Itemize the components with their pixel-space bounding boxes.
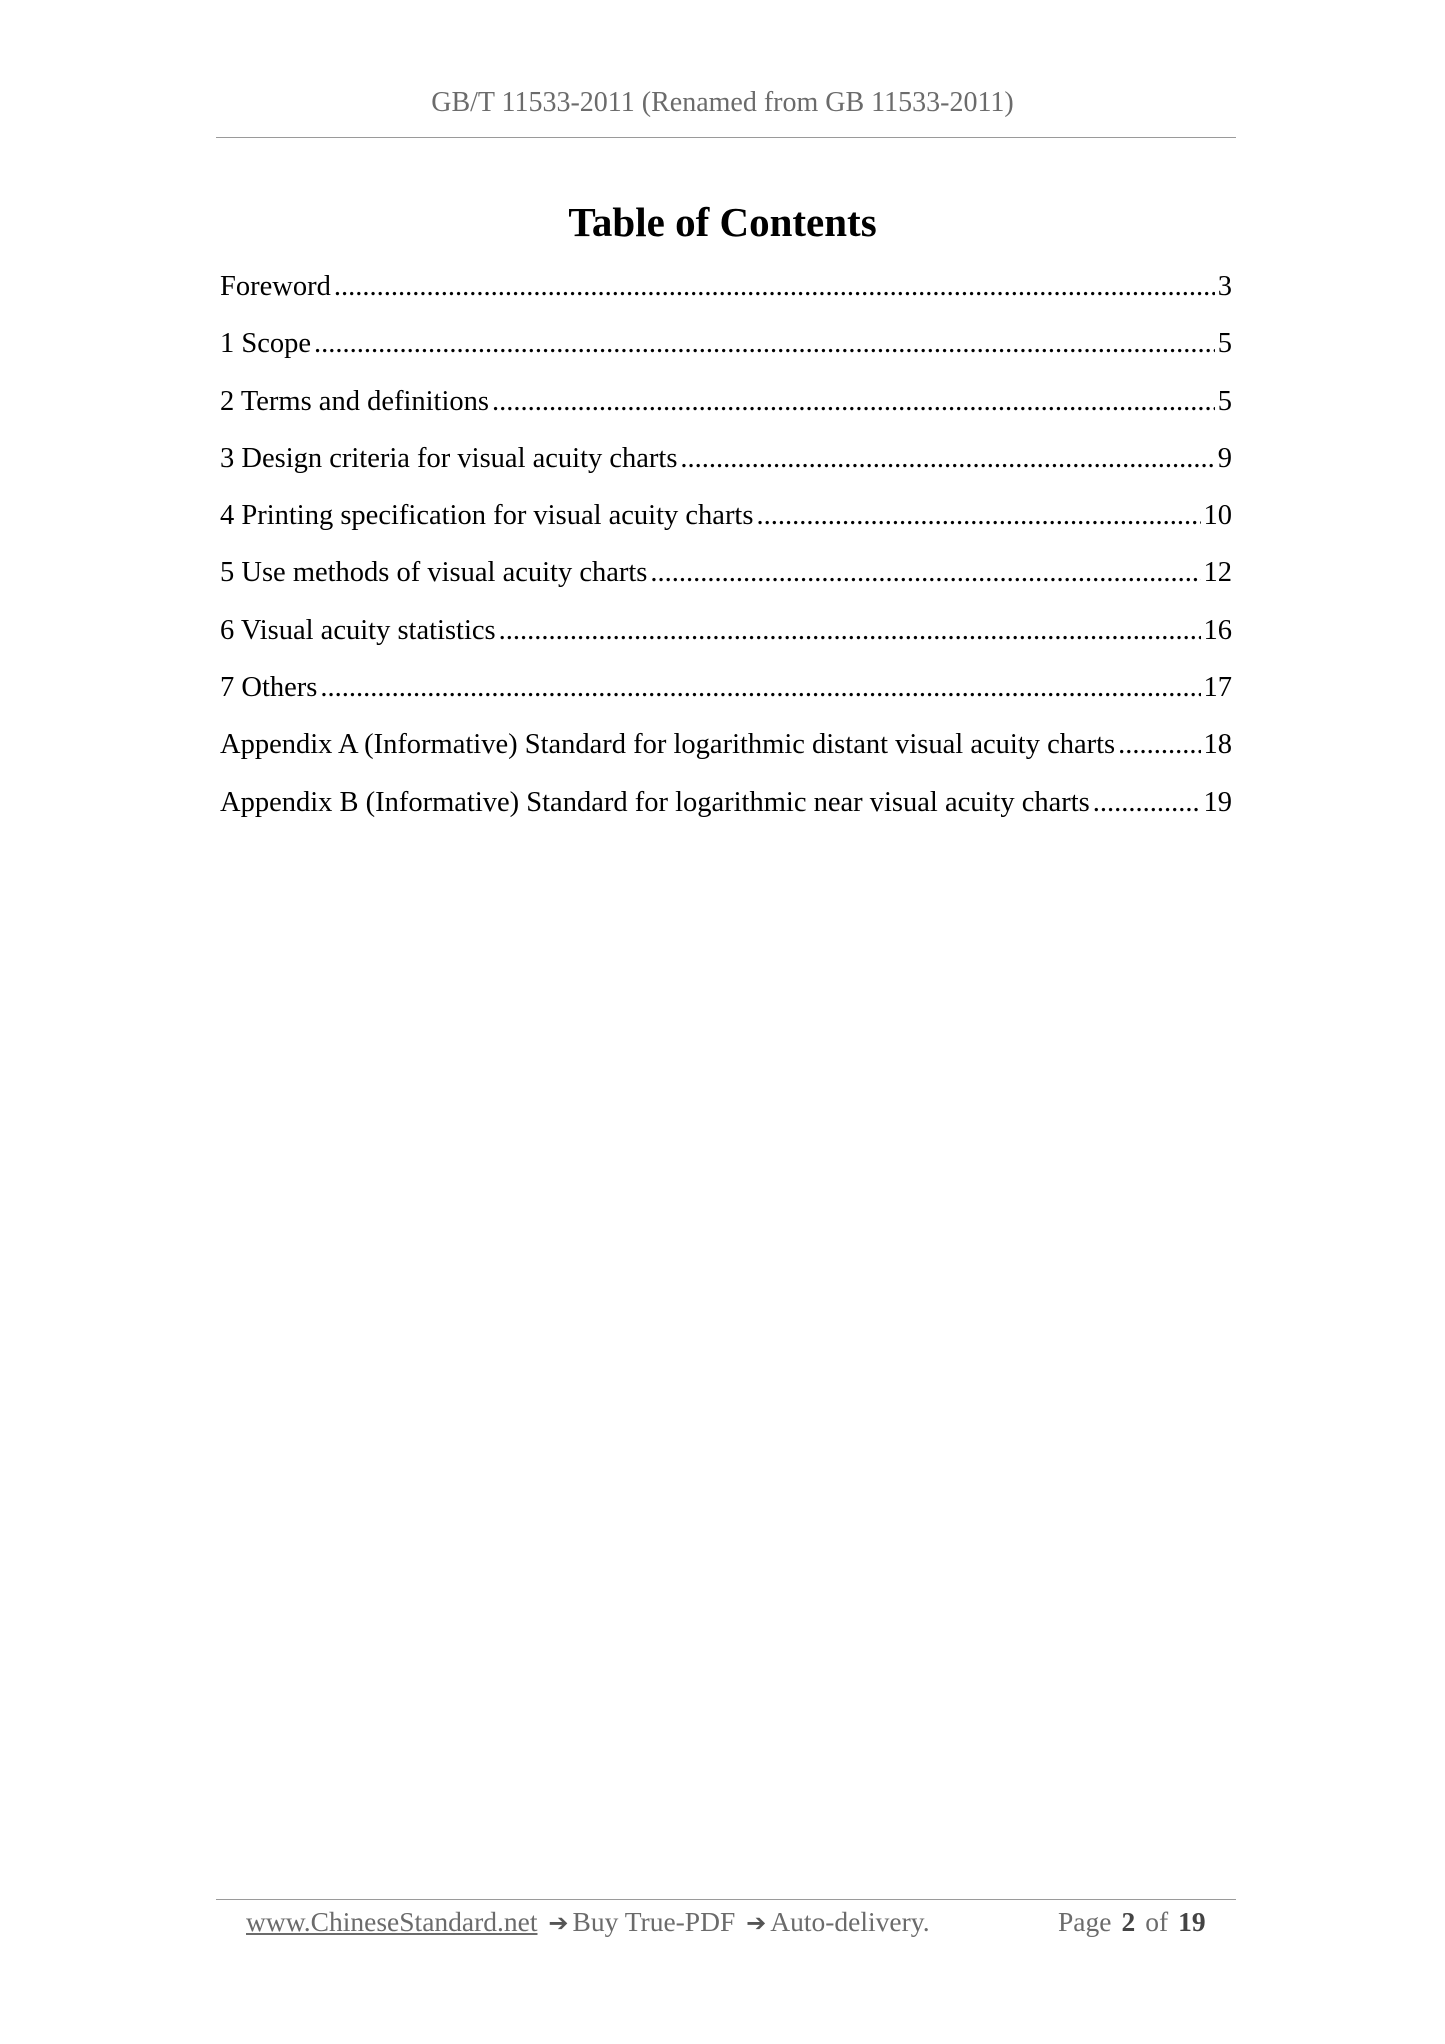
toc-entry-label: Appendix A (Informative) Standard for logarithmic distant visual acuity charts	[220, 729, 1116, 761]
toc-entry-page: 16	[1203, 614, 1232, 646]
toc-entry-label: 6 Visual acuity statistics	[220, 614, 496, 646]
toc-entry-page: 10	[1203, 500, 1232, 532]
toc-entry-page: 18	[1203, 729, 1232, 761]
toc-entry-label: 4 Printing specification for visual acuity charts	[220, 500, 754, 532]
toc-leader-dots	[492, 382, 1215, 422]
of-word: of	[1145, 1906, 1169, 1937]
toc-entry-use-methods[interactable]	[220, 553, 1232, 610]
toc-entry-page: 9	[1217, 442, 1232, 474]
toc-entry-foreword[interactable]	[220, 267, 1232, 324]
toc-title: Table of Contents	[568, 199, 877, 245]
current-page-number: 2	[1121, 1906, 1136, 1937]
page-word: Page	[1058, 1906, 1112, 1937]
toc-entry-others[interactable]	[220, 668, 1232, 725]
toc-entry-label: 2 Terms and definitions	[220, 385, 489, 417]
toc-list	[220, 267, 1232, 840]
toc-entry-page: 17	[1203, 672, 1232, 704]
buy-true-pdf-text: Buy True-PDF	[572, 1906, 736, 1937]
toc-leader-dots	[1118, 725, 1200, 765]
toc-entry-printing-spec[interactable]	[220, 496, 1232, 553]
toc-leader-dots	[650, 553, 1200, 593]
toc-entry-label: 7 Others	[220, 672, 318, 704]
footer-promo	[246, 1902, 930, 1943]
toc-leader-dots	[320, 668, 1200, 708]
auto-delivery-text: Auto-delivery.	[770, 1906, 930, 1937]
toc-entry-page: 12	[1203, 557, 1232, 589]
toc-entry-scope[interactable]	[220, 324, 1232, 381]
toc-entry-page: 5	[1217, 328, 1232, 360]
total-pages-number: 19	[1178, 1906, 1206, 1937]
toc-entry-page: 5	[1217, 385, 1232, 417]
toc-entry-design-criteria[interactable]	[220, 439, 1232, 496]
toc-leader-dots	[334, 267, 1215, 307]
toc-entry-label: 3 Design criteria for visual acuity charts	[220, 442, 678, 474]
toc-leader-dots	[756, 496, 1200, 536]
page-counter	[1058, 1902, 1206, 1942]
toc-entry-appendix-b[interactable]	[220, 783, 1232, 840]
footer-divider	[216, 1899, 1236, 1900]
toc-entry-label: 5 Use methods of visual acuity charts	[220, 557, 648, 589]
toc-leader-dots	[680, 439, 1214, 479]
toc-entry-label: 1 Scope	[220, 328, 312, 360]
toc-entry-label: Appendix B (Informative) Standard for logarithmic near visual acuity charts	[220, 786, 1090, 818]
page-footer	[0, 1902, 1445, 1942]
running-header: GB/T 11533-2011 (Renamed from GB 11533-2011)	[431, 87, 1014, 118]
toc-entry-page: 19	[1203, 786, 1232, 818]
arrow-right-icon: ➔	[746, 1909, 767, 1937]
toc-entry-page: 3	[1217, 271, 1232, 302]
toc-entry-label: Foreword	[220, 271, 331, 302]
toc-leader-dots	[499, 611, 1201, 651]
toc-entry-statistics[interactable]	[220, 611, 1232, 668]
header-divider	[216, 137, 1236, 138]
toc-leader-dots	[1093, 783, 1201, 823]
toc-entry-appendix-a[interactable]	[220, 725, 1232, 782]
toc-leader-dots	[314, 324, 1215, 364]
arrow-right-icon: ➔	[548, 1909, 569, 1937]
toc-entry-terms[interactable]	[220, 382, 1232, 439]
website-link[interactable]: www.ChineseStandard.net	[246, 1906, 538, 1937]
